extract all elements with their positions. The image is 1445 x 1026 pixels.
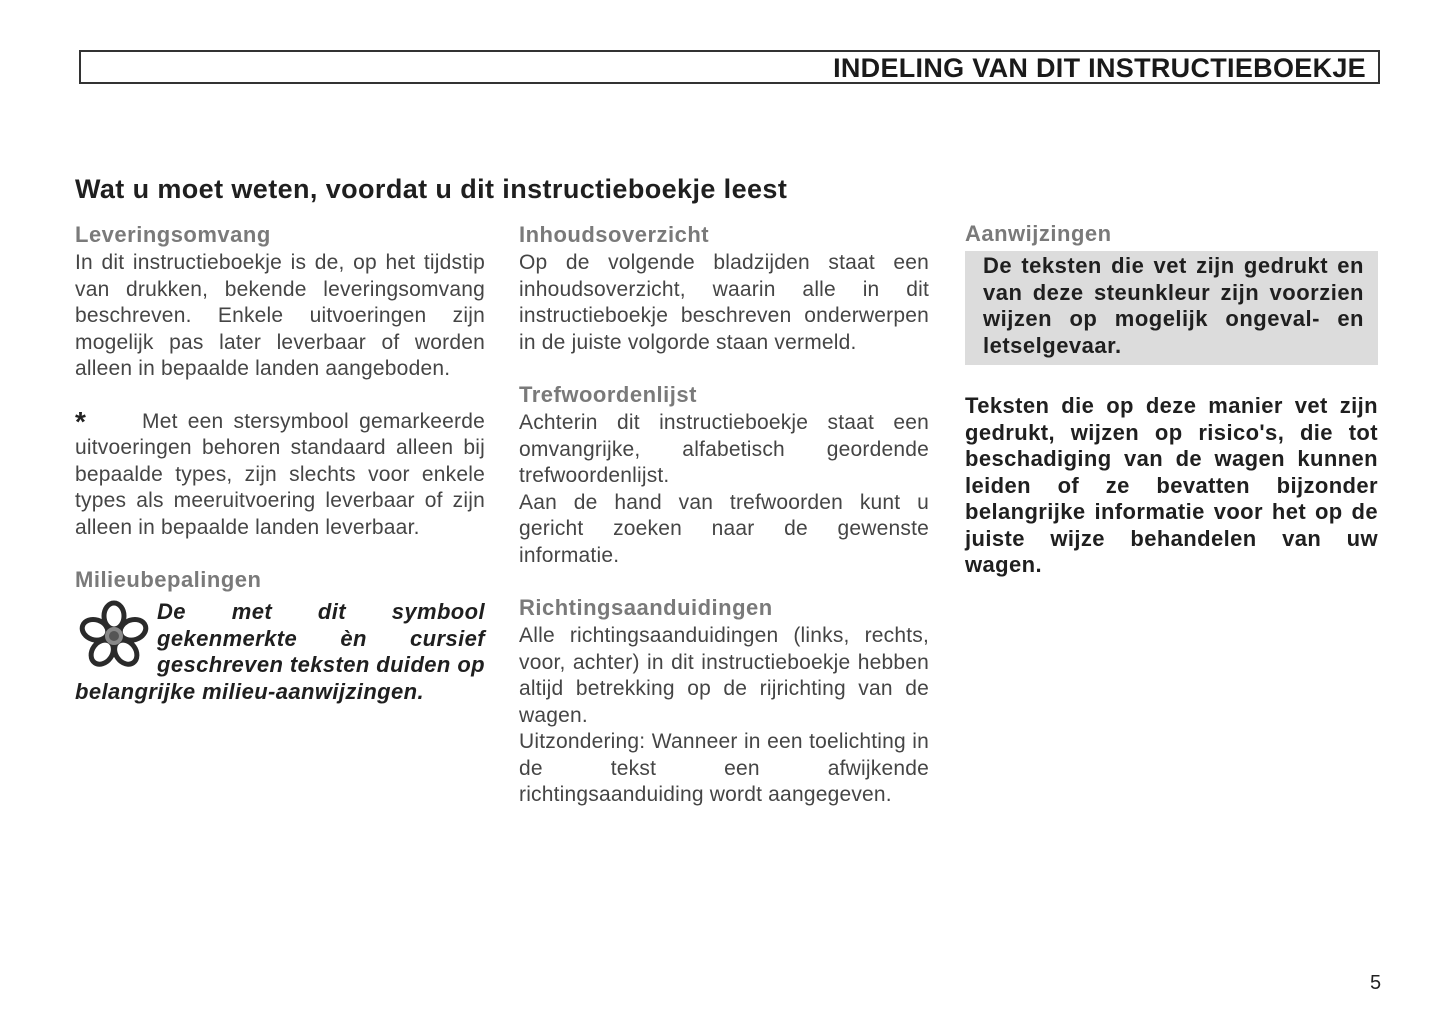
text-warning: Teksten die op deze manier vet zijn gedrukt, wijzen op risico's, die tot beschadiging van de wagen kunnen leiden of ze bevatten bijzonder belangrijke informatie voor het op de juiste wijze behandelen van uw wagen.	[965, 393, 1378, 577]
text-trefwoordenlijst-1: Achterin dit instructieboekje staat een omvangrijke, alfabetisch geordende trefwoordenlijst.	[519, 411, 929, 487]
text-milieubepalingen: De met dit symbool gekenmerkte èn cursief geschreven teksten duiden op belangrijke milieu-aanwijzingen.	[75, 599, 485, 704]
heading-inhoudsoverzicht: Inhoudsoverzicht	[519, 222, 710, 247]
column-right	[965, 219, 1378, 579]
header-title: INDELING VAN DIT INSTRUCTIEBOEKJE	[833, 53, 1366, 83]
text-highlight: De teksten die vet zijn gedrukt en van deze steunkleur zijn voorzien wijzen op mogelijk ongeval- en letselgevaar.	[983, 253, 1364, 358]
text-star-note: Met een stersymbool gemarkeerde uitvoeringen behoren standaard alleen bij bepaalde types, zijn slechts voor enkele types als meeruitvoering leverbaar of zijn alleen in bepaalde landen leverbaar.	[75, 409, 485, 539]
section-milieubepalingen	[75, 565, 485, 705]
section-inhoudsoverzicht	[519, 220, 929, 356]
page-title: Wat u moet weten, voordat u dit instructieboekje leest	[75, 174, 788, 204]
heading-aanwijzingen: Aanwijzingen	[965, 221, 1112, 246]
text-trefwoordenlijst-2: Aan de hand van trefwoorden kunt u gericht zoeken naar de gewenste informatie.	[519, 490, 929, 567]
text-leveringsomvang: In dit instructieboekje is de, op het tijdstip van drukken, bekende leveringsomvang beschreven. Enkele uitvoeringen zijn mogelijk pas later leverbaar of worden alleen in bepaalde landen aangeboden.	[75, 251, 485, 380]
heading-trefwoordenlijst: Trefwoordenlijst	[519, 382, 697, 407]
text-richtingsaanduidingen-1: Alle richtingsaanduidingen (links, rechts, voor, achter) in dit instructieboekje hebben altijd betrekking op de rijrichting van de wagen.	[519, 624, 929, 727]
section-star-note	[75, 405, 485, 542]
milieu-block	[75, 599, 485, 705]
page-number: 5	[1370, 972, 1382, 994]
section-trefwoordenlijst	[519, 380, 929, 569]
text-richtingsaanduidingen-2: Uitzondering: Wanneer in een toelichting in de tekst een afwijkende richtingsaanduiding wordt aangegeven.	[519, 730, 929, 806]
star-icon: *	[75, 405, 86, 437]
section-leveringsomvang	[75, 220, 485, 383]
heading-leveringsomvang: Leveringsomvang	[75, 222, 271, 247]
header-box	[79, 50, 1380, 84]
highlight-box	[965, 251, 1378, 365]
column-left	[75, 220, 485, 705]
column-middle	[519, 220, 929, 809]
section-richtingsaanduidingen	[519, 593, 929, 809]
heading-richtingsaanduidingen: Richtingsaanduidingen	[519, 595, 773, 620]
heading-milieubepalingen: Milieubepalingen	[75, 567, 262, 592]
flower-icon	[75, 599, 153, 673]
text-inhoudsoverzicht: Op de volgende bladzijden staat een inhoudsoverzicht, waarin alle in dit instructieboekje beschreven onderwerpen in de juiste volgorde staan vermeld.	[519, 251, 929, 354]
